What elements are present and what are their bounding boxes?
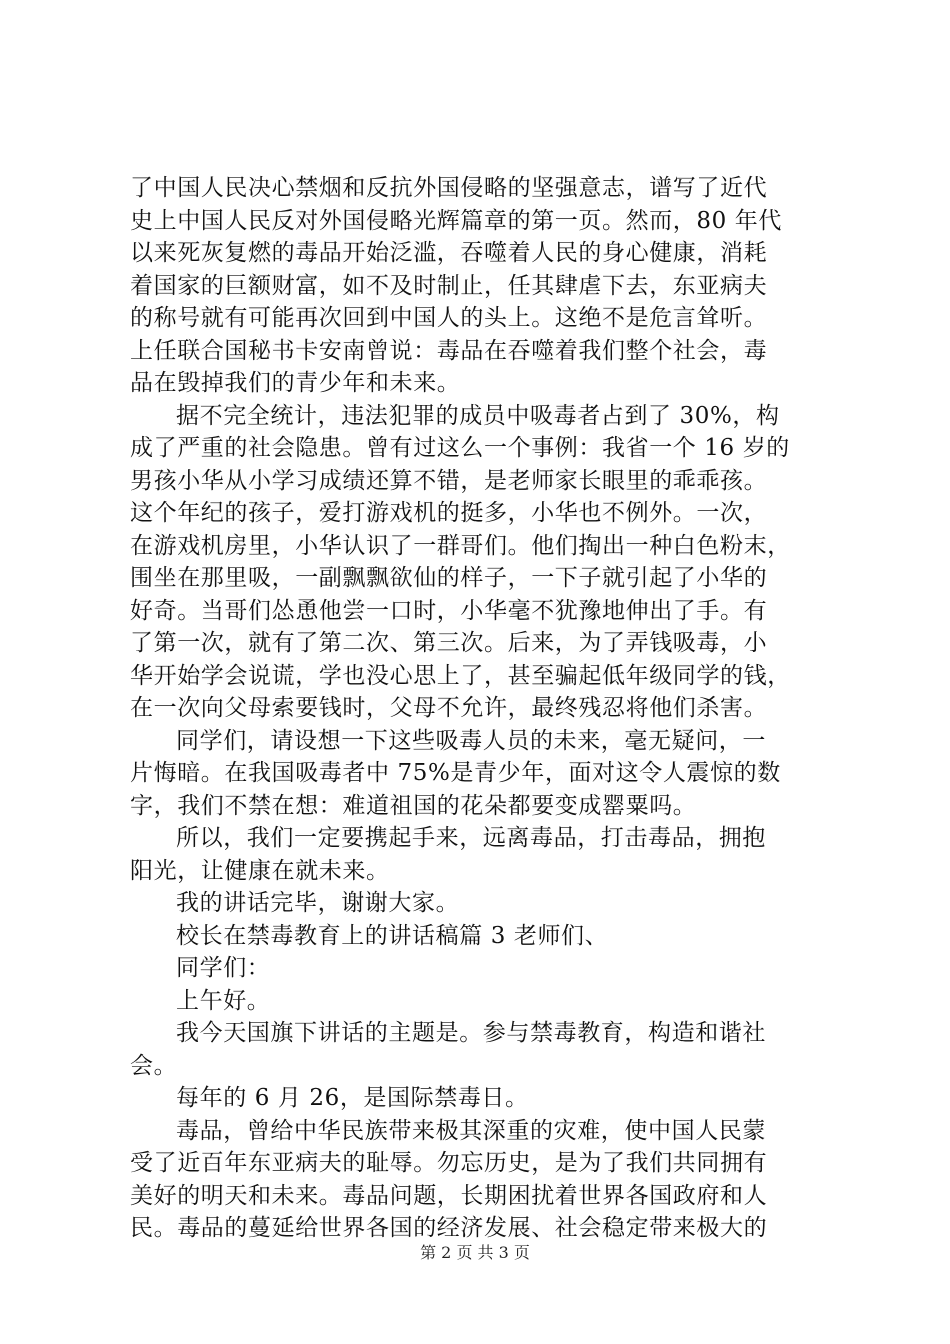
text-line: 上午好。 (176, 987, 271, 1014)
text-line: 阳光，让健康在就未来。 (130, 857, 390, 884)
text-line: 片悔暗。在我国吸毒者中 75%是青少年，面对这令人震惊的数 (130, 760, 781, 786)
text-line: 在游戏机房里，小华认识了一群哥们。他们掏出一种白色粉末， (130, 532, 791, 559)
text-line: 品在毁掉我们的青少年和未来。 (130, 370, 461, 396)
text-line: 的称号就有可能再次回到中国人的头上。这绝不是危言耸听。 (130, 305, 768, 331)
text-line: 围坐在那里吸，一副飘飘欲仙的样子，一下子就引起了小华的 (130, 565, 768, 591)
text-line: 据不完全统计，违法犯罪的成员中吸毒者占到了 30%，构 (176, 402, 780, 429)
page-footer (0, 1243, 950, 1263)
text-line: 以来死灰复燃的毒品开始泛滥，吞噬着人民的身心健康，消耗 (130, 240, 768, 266)
text-line: 校长在禁毒教育上的讲话稿篇 3 老师们、 (176, 922, 609, 949)
text-line: 成了严重的社会隐患。曾有过这么一个事例：我省一个 16 岁的 (130, 435, 790, 461)
text-line: 着国家的巨额财富，如不及时制止，任其肆虐下去，东亚病夫 (130, 272, 768, 299)
text-line: 男孩小华从小学习成绩还算不错，是老师家长眼里的乖乖孩。 (130, 467, 768, 494)
text-line: 了第一次，就有了第二次、第三次。后来，为了弄钱吸毒，小 (130, 630, 768, 656)
text-line: 毒品，曾给中华民族带来极其深重的灾难，使中国人民蒙 (176, 1117, 766, 1144)
text-line: 我的讲话完毕，谢谢大家。 (176, 890, 460, 916)
text-line: 民。毒品的蔓延给世界各国的经济发展、社会稳定带来极大的 (130, 1215, 768, 1241)
page-indicator: 第 2 页 共 3 页 (420, 1243, 530, 1262)
text-line: 同学们，请设想一下这些吸毒人员的未来，毫无疑问，一 (176, 727, 766, 754)
text-line: 字，我们不禁在想：难道祖国的花朵都要变成罂粟吗。 (130, 792, 697, 819)
document-body (130, 172, 830, 1245)
text-line: 每年的 6 月 26，是国际禁毒日。 (176, 1085, 529, 1111)
text-line: 好奇。当哥们怂恿他尝一口时，小华毫不犹豫地伸出了手。有 (130, 597, 768, 624)
text-line: 会。 (130, 1052, 178, 1079)
text-line: 所以，我们一定要携起手来，远离毒品，打击毒品，拥抱 (176, 825, 766, 851)
text-line: 了中国人民决心禁烟和反抗外国侵略的坚强意志，谱写了近代 (130, 175, 768, 201)
text-line: 受了近百年东亚病夫的耻辱。勿忘历史，是为了我们共同拥有 (130, 1150, 768, 1176)
text-line: 同学们： (176, 955, 271, 981)
text-line: 在一次向父母索要钱时，父母不允许，最终残忍将他们杀害。 (130, 695, 768, 721)
text-line: 史上中国人民反对外国侵略光辉篇章的第一页。然而，80 年代 (130, 207, 782, 234)
text-line: 我今天国旗下讲话的主题是。参与禁毒教育，构造和谐社 (176, 1020, 766, 1046)
text-line: 这个年纪的孩子，爱打游戏机的挺多，小华也不例外。一次， (130, 500, 768, 526)
text-line: 美好的明天和未来。毒品问题，长期困扰着世界各国政府和人 (130, 1182, 768, 1209)
text-line: 华开始学会说谎，学也没心思上了，甚至骗起低年级同学的钱， (130, 662, 791, 689)
text-line: 上任联合国秘书卡安南曾说：毒品在吞噬着我们整个社会，毒 (130, 337, 768, 364)
